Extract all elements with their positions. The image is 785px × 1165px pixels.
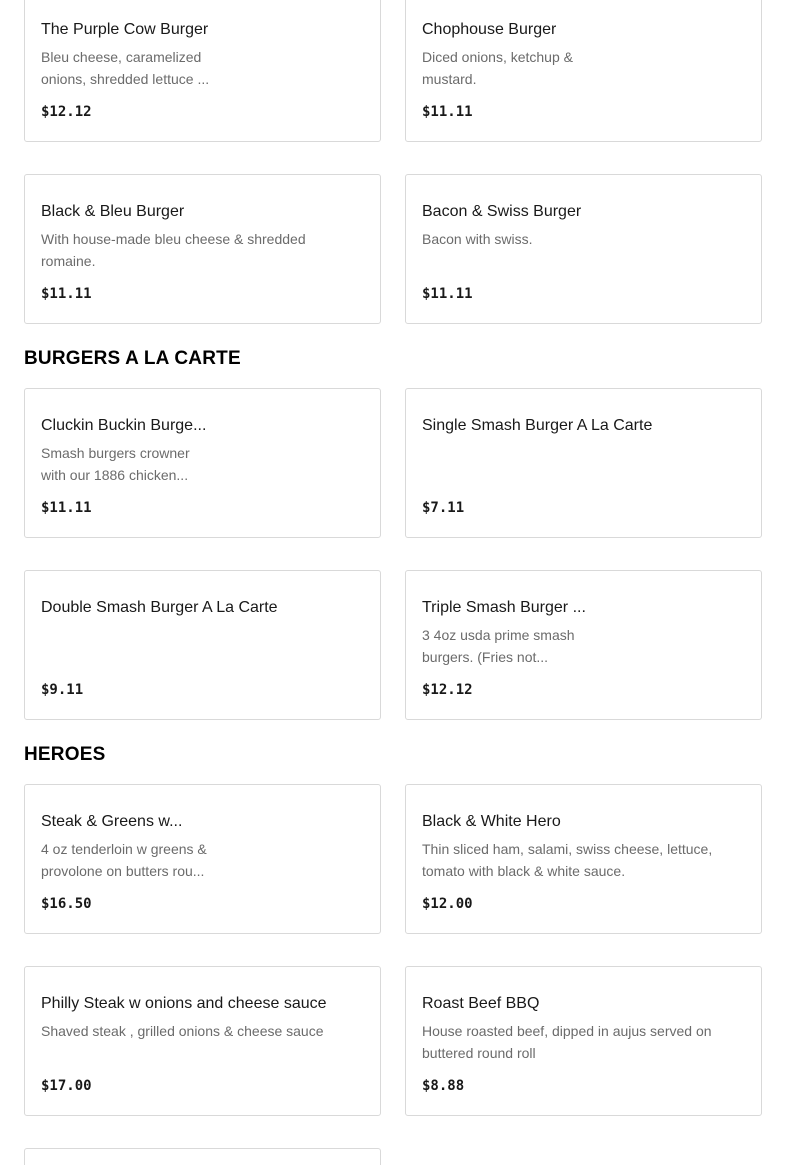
menu-item-card[interactable] — [405, 966, 762, 1116]
item-name: Philly Steak w onions and cheese sauce — [41, 995, 327, 1012]
item-name: Steak & Greens w... — [41, 813, 183, 830]
item-description: Smash burgers crowner with our 1886 chicken... — [41, 445, 190, 483]
item-name: Black & Bleu Burger — [41, 203, 185, 220]
menu-item-card[interactable] — [405, 0, 762, 142]
item-description: 4 oz tenderloin w greens & provolone on butters rou... — [41, 841, 207, 879]
item-name: Double Smash Burger A La Carte — [41, 599, 278, 616]
menu-item-card[interactable] — [405, 570, 762, 720]
item-name: Bacon & Swiss Burger — [422, 203, 582, 220]
item-name: The Purple Cow Burger — [41, 21, 209, 38]
item-price: $17.00 — [41, 1078, 92, 1094]
item-price: $11.11 — [41, 500, 92, 516]
menu-item-card[interactable] — [405, 388, 762, 538]
item-price: $16.50 — [41, 896, 92, 912]
item-price: $12.12 — [422, 682, 473, 698]
item-description: With house-made bleu cheese & shredded romaine. — [41, 231, 306, 269]
item-name: Cluckin Buckin Burge... — [41, 417, 207, 434]
item-name: Single Smash Burger A La Carte — [422, 417, 653, 434]
item-price: $11.11 — [41, 286, 92, 302]
item-description: 3 4oz usda prime smash burgers. (Fries not... — [422, 627, 575, 665]
item-price: $12.00 — [422, 896, 473, 912]
item-name: Roast Beef BBQ — [422, 995, 540, 1012]
item-name: Black & White Hero — [422, 813, 561, 830]
menu-item-card[interactable] — [24, 966, 381, 1116]
item-price: $11.11 — [422, 104, 473, 120]
item-name: Chophouse Burger — [422, 21, 557, 38]
section-title: HEROES — [24, 744, 106, 765]
menu-item-card[interactable] — [24, 388, 381, 538]
item-description: Diced onions, ketchup & mustard. — [422, 49, 573, 87]
item-price: $7.11 — [422, 500, 465, 516]
menu-item-card[interactable] — [24, 0, 381, 142]
item-description: Bleu cheese, caramelized onions, shredded lettuce ... — [41, 49, 210, 87]
menu-item-card[interactable] — [24, 784, 381, 934]
menu-item-card[interactable] — [405, 174, 762, 324]
item-description: Shaved steak , grilled onions & cheese sauce — [41, 1023, 324, 1039]
item-description: House roasted beef, dipped in aujus served on buttered round roll — [422, 1023, 712, 1061]
item-price: $9.11 — [41, 682, 84, 698]
item-price: $11.11 — [422, 286, 473, 302]
menu-item-card[interactable] — [24, 174, 381, 324]
item-description: Thin sliced ham, salami, swiss cheese, lettuce, tomato with black & white sauce. — [422, 841, 713, 879]
menu-item-card[interactable] — [24, 570, 381, 720]
item-price: $12.12 — [41, 104, 92, 120]
menu-item-card[interactable] — [24, 1148, 381, 1165]
item-description: Bacon with swiss. — [422, 231, 533, 247]
menu-item-card[interactable] — [405, 784, 762, 934]
item-name: Triple Smash Burger ... — [422, 599, 586, 616]
item-price: $8.88 — [422, 1078, 465, 1094]
section-title: BURGERS A LA CARTE — [24, 348, 241, 369]
